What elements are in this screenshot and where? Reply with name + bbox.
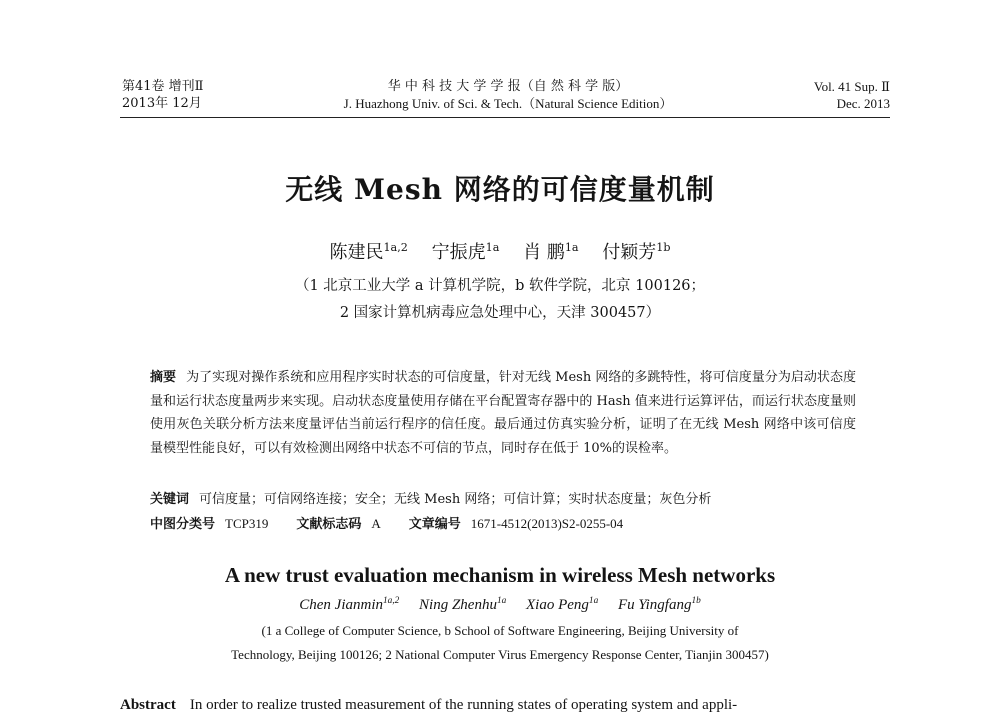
date-en: Dec. 2013 [836, 96, 890, 111]
author-cn: 陈建民$^{1a,2}$ [329, 241, 408, 263]
affiliation-en-line1: (1 a College of Computer Science, b School of Software Engineering, Beijing University of [261, 623, 739, 638]
article-number-label: 文章编号 [408, 517, 461, 532]
author-list-en [0, 597, 1000, 614]
author-cn: 肖 鹏$^{1a}$ [523, 241, 579, 263]
journal-name [290, 78, 726, 112]
abstract-cn [150, 366, 856, 460]
volume-issue: 第41卷 增刊Ⅱ [122, 79, 204, 94]
volume-en: Vol. 41 Sup. Ⅱ [813, 79, 890, 94]
affiliation-cn-line1: （1 北京工业大学 a 计算机学院，b 软件学院，北京 100126； [294, 278, 706, 294]
journal-name-cn: 华 中 科 技 大 学 学 报（自 然 科 学 版） [387, 79, 629, 94]
paper-title-cn: 无线 Mesh 网络的可信度量机制 [285, 173, 715, 206]
paper-title-en: A new trust evaluation mechanism in wireless Mesh networks [224, 563, 776, 587]
author-list-cn [0, 238, 1000, 264]
keywords-cn-text: 可信度量；可信网络连接；安全；无线 Mesh 网络；可信计算；实时状态度量；灰色分析 [199, 492, 712, 507]
author-en: Chen Jianmin$^{1a,2}$ [299, 596, 400, 613]
header-rule [120, 117, 890, 118]
author-en: Xiao Peng$^{1a}$ [526, 596, 599, 613]
abstract-cn-label: 摘要 [150, 370, 177, 385]
journal-volume-en [814, 78, 890, 112]
author-cn: 宁振虎$^{1a}$ [431, 241, 500, 263]
affiliation-en-line2: Technology, Beijing 100126; 2 National Computer Virus Emergency Response Center, Tianjin 300457) [231, 647, 769, 662]
journal-volume-info [122, 78, 204, 112]
keywords-cn [150, 488, 711, 507]
abstract-en-label: Abstract [120, 697, 176, 713]
abstract-en [120, 697, 737, 714]
keywords-cn-label: 关键词 [150, 492, 190, 507]
doc-code-value: A [371, 516, 381, 531]
article-number-value: 1671-4512(2013)S2-0255-04 [470, 516, 624, 531]
doc-code-label: 文献标志码 [296, 517, 362, 532]
publication-date-cn: 2013年 12月 [122, 96, 202, 111]
author-cn: 付颖芳$^{1b}$ [602, 241, 671, 263]
abstract-en-text: In order to realize trusted measurement of the running states of operating system and appli- [189, 697, 738, 713]
journal-name-en: J. Huazhong Univ. of Sci. & Tech.（Natural Science Edition） [343, 96, 673, 111]
classification-info [150, 513, 623, 532]
author-en: Fu Yingfang$^{1b}$ [617, 596, 701, 613]
affiliation-cn-line2: 2 国家计算机病毒应急处理中心，天津 300457） [339, 305, 661, 321]
author-en: Ning Zhenhu$^{1a}$ [419, 596, 507, 613]
clc-label: 中图分类号 [150, 517, 216, 532]
abstract-cn-text: 为了实现对操作系统和应用程序实时状态的可信度量，针对无线 Mesh 网络的多跳特性，将可信度量分为启动状态度量和运行状态度量两步来实现。启动状态度量使用存储在平台配置寄存器中的 Hash 值来进行运算评估，而运行状态度量则使用灰色关联分析方法来度量评估当前运行程序的信任度。最后通过仿真实验分析，证明了在无线 Mesh 网络中该可信度量模型性能良好，可以有效检测出网络中状态不可信的节点，同时存在低于 10%的误检率。 [150, 370, 856, 456]
clc-value: TCP319 [225, 516, 269, 531]
